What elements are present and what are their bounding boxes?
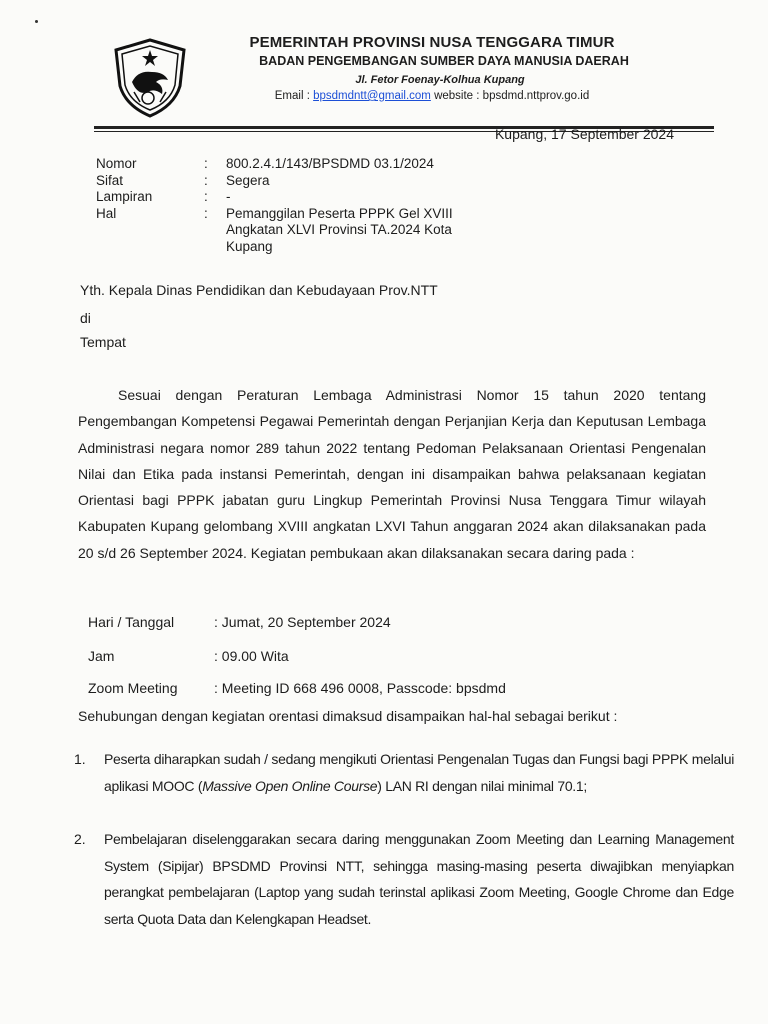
meta-value-lampiran: - bbox=[226, 189, 231, 204]
meta-colon: : bbox=[204, 172, 208, 188]
detail-time-label: Jam bbox=[88, 648, 115, 664]
meta-label: Lampiran bbox=[96, 189, 153, 204]
letter-meta bbox=[96, 156, 526, 255]
meta-value-nomor: 800.2.4.1/143/BPSDMD 03.1/2024 bbox=[226, 156, 434, 171]
recipient-line-3: Tempat bbox=[80, 334, 126, 350]
body-paragraph: Sesuai dengan Peraturan Lembaga Administrasi Nomor 15 tahun 2020 tentang Pengembangan Kompetensi Pegawai Pemerintah dengan Perjanjian Kerja dan Keputusan Lembaga Administrasi negara nomor 289 tahun 2022 tentang Pedoman Pelaksanaan Orientasi Pengenalan Nilai dan Etika pada instansi Pemerintah, dengan ini disampaikan bahwa pelaksanaan kegiatan Orientasi bagi PPPK jabatan guru Lingkup Pemerintah Provinsi Nusa Tenggara Timur wilayah Kabupaten Kupang gelombang XVIII angkatan LXVI Tahun anggaran 2024 akan dilaksanakan pada 20 s/d 26 September 2024. Kegiatan pembukaan akan dilaksanakan secara daring pada : bbox=[78, 387, 706, 561]
meta-colon: : bbox=[204, 205, 208, 221]
detail-time-value: : 09.00 Wita bbox=[214, 648, 289, 664]
meta-row-lampiran bbox=[96, 189, 526, 206]
website-text: bpsdmd.nttprov.go.id bbox=[482, 90, 590, 102]
detail-zoom-value: : Meeting ID 668 496 0008, Passcode: bpsdmd bbox=[214, 680, 506, 696]
website-label: website : bbox=[430, 90, 483, 102]
meta-label: Nomor bbox=[96, 156, 137, 171]
letterhead-contact bbox=[48, 90, 768, 102]
recipient-line-2: di bbox=[80, 310, 91, 326]
meta-label: Hal bbox=[96, 205, 117, 221]
meta-label: Sifat bbox=[96, 172, 124, 188]
detail-day bbox=[88, 614, 391, 630]
list-number: 2. bbox=[74, 831, 86, 847]
list-item-1 bbox=[74, 746, 734, 799]
list-item-2 bbox=[74, 826, 734, 932]
list-item-1-text bbox=[104, 746, 734, 799]
detail-day-label: Hari / Tanggal bbox=[88, 614, 175, 630]
meta-row-nomor bbox=[96, 156, 526, 173]
email-link[interactable]: bpsdmdntt@gmail.com bbox=[313, 90, 431, 102]
letterhead-government: PEMERINTAH PROVINSI NUSA TENGGARA TIMUR bbox=[249, 34, 615, 51]
list-item-1-text-a: Peserta diharapkan sudah / sedang mengikuti Orientasi Pengenalan Tugas dan Fungsi bagi PPPK melalui aplikasi MOOC ( bbox=[104, 751, 734, 794]
meta-value-hal: Pemanggilan Peserta PPPK Gel XVIII Angkatan XLVI Provinsi TA.2024 Kota Kupang bbox=[226, 205, 453, 254]
scan-speck bbox=[35, 20, 38, 23]
letterhead-address: Jl. Fetor Foenay-Kolhua Kupang bbox=[355, 74, 525, 86]
letterhead-agency: BADAN PENGEMBANGAN SUMBER DAYA MANUSIA DAERAH bbox=[259, 54, 629, 68]
meta-colon: : bbox=[204, 189, 208, 204]
email-label: Email : bbox=[274, 90, 314, 102]
meta-row-sifat bbox=[96, 173, 526, 190]
list-item-1-italic: Massive Open Online Course bbox=[202, 777, 378, 794]
list-number: 1. bbox=[74, 751, 86, 767]
meta-value-sifat: Segera bbox=[226, 172, 270, 188]
meta-colon: : bbox=[204, 156, 208, 171]
recipient-line-1: Yth. Kepala Dinas Pendidikan dan Kebudayaan Prov.NTT bbox=[80, 282, 438, 298]
letter-date: Kupang, 17 September 2024 bbox=[494, 126, 674, 142]
list-item-1-text-b: ) LAN RI dengan nilai minimal 70.1; bbox=[377, 777, 587, 794]
intro-line: Sehubungan dengan kegiatan orentasi dimaksud disampaikan hal-hal sebagai berikut : bbox=[78, 708, 618, 724]
detail-day-value: : Jumat, 20 September 2024 bbox=[214, 614, 391, 630]
meta-row-hal bbox=[96, 206, 526, 256]
list-item-2-text: Pembelajaran diselenggarakan secara daring menggunakan Zoom Meeting dan Learning Management System (Sipijar) BPSDMD Provinsi NTT, sehingga masing-masing peserta diwajibkan menyiapkan perangkat pembelajaran (Laptop yang sudah terinstal aplikasi Zoom Meeting, Google Chrome dan Edge serta Quota Data dan Kelengkapan Headset. bbox=[104, 831, 734, 927]
detail-time bbox=[88, 648, 289, 664]
detail-zoom bbox=[88, 680, 506, 696]
detail-zoom-label: Zoom Meeting bbox=[88, 680, 178, 696]
